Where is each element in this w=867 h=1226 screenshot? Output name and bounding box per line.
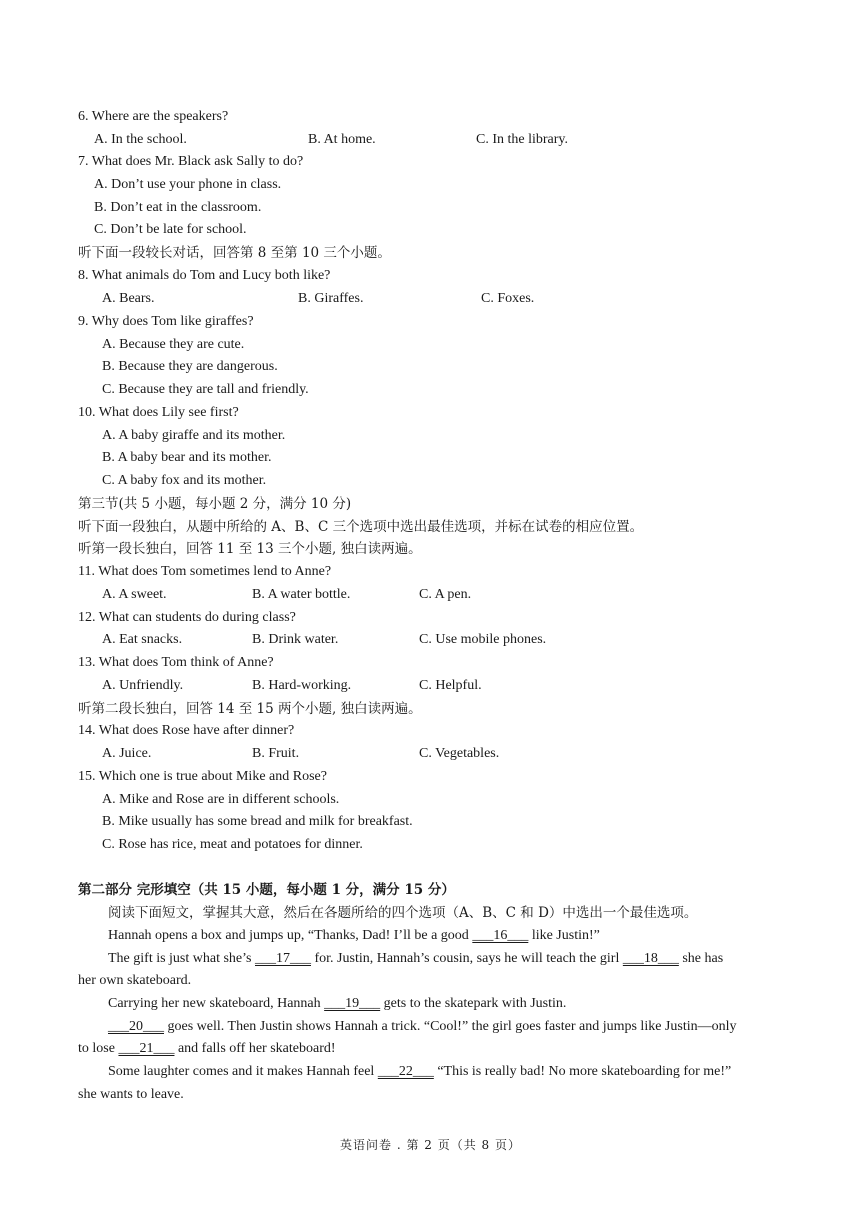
section3-instruction: 听下面一段独白，从题中所给的 A、B、C 三个选项中选出最佳选项，并标在试卷的相应位置。 bbox=[78, 519, 644, 535]
passage-text: Some laughter comes and it makes Hannah feel bbox=[108, 1064, 378, 1079]
question-7: 7. What does Mr. Black ask Sally to do? bbox=[78, 154, 304, 169]
passage-line-3: her own skateboard. bbox=[78, 973, 192, 988]
q11-option-b: B. A water bottle. bbox=[252, 587, 351, 602]
blank-16: ___16___ bbox=[472, 928, 529, 943]
q15-option-b: B. Mike usually has some bread and milk for breakfast. bbox=[102, 814, 413, 829]
passage-text: Hannah opens a box and jumps up, “Thanks, Dad! I’ll be a good bbox=[108, 928, 473, 943]
passage-text: Carrying her new skateboard, Hannah bbox=[108, 996, 325, 1011]
passage-line-8: she wants to leave. bbox=[78, 1087, 184, 1102]
passage-line-2 bbox=[108, 950, 723, 968]
q15-option-a: A. Mike and Rose are in different schools. bbox=[102, 792, 340, 807]
passage-text: “This is really bad! No more skateboarding for me!” bbox=[433, 1064, 732, 1079]
q14-option-c: C. Vegetables. bbox=[419, 746, 500, 761]
question-11: 11. What does Tom sometimes lend to Anne? bbox=[78, 564, 332, 579]
q13-option-c: C. Helpful. bbox=[419, 678, 482, 693]
passage-text: like Justin!” bbox=[528, 928, 600, 943]
q6-option-c: C. In the library. bbox=[476, 132, 569, 147]
blank-19: ___19___ bbox=[324, 996, 381, 1011]
part2-instruction: 阅读下面短文，掌握其大意，然后在各题所给的四个选项（A、B、C 和 D）中选出一个最佳选项。 bbox=[108, 905, 698, 921]
passage-text: gets to the skatepark with Justin. bbox=[380, 996, 567, 1011]
part2-header: 第二部分 完形填空（共 15 小题，每小题 1 分，满分 15 分） bbox=[78, 882, 455, 898]
blank-18: ___18___ bbox=[622, 951, 679, 966]
blank-22: ___22___ bbox=[377, 1064, 434, 1079]
passage-text: goes well. Then Justin shows Hannah a trick. “Cool!” the girl goes faster and jumps like Justin—only bbox=[164, 1019, 737, 1034]
instruction-11-13: 听第一段长独白，回答 11 至 13 三个小题, 独白读两遍。 bbox=[78, 541, 422, 557]
q9-option-a: A. Because they are cute. bbox=[102, 337, 245, 352]
instruction-14-15: 听第二段长独白，回答 14 至 15 两个小题, 独白读两遍。 bbox=[78, 701, 422, 717]
passage-line-5 bbox=[108, 1018, 736, 1036]
q7-option-a: A. Don’t use your phone in class. bbox=[94, 177, 282, 192]
q13-option-b: B. Hard-working. bbox=[252, 678, 352, 693]
passage-text: she has bbox=[678, 951, 724, 966]
q9-option-b: B. Because they are dangerous. bbox=[102, 359, 278, 374]
passage-line-7 bbox=[108, 1063, 731, 1081]
q7-option-c: C. Don’t be late for school. bbox=[94, 222, 247, 237]
blank-17: ___17___ bbox=[255, 951, 311, 966]
passage-line-4 bbox=[108, 995, 566, 1013]
passage-text: for. Justin, Hannah’s cousin, says he will teach the girl bbox=[311, 951, 623, 966]
q8-option-a: A. Bears. bbox=[102, 291, 155, 306]
q12-option-c: C. Use mobile phones. bbox=[419, 632, 547, 647]
page-footer: 英语问卷 . 第 2 页（共 8 页） bbox=[340, 1138, 521, 1152]
q6-option-a: A. In the school. bbox=[94, 132, 187, 147]
question-15: 15. Which one is true about Mike and Rose? bbox=[78, 769, 327, 784]
q7-option-b: B. Don’t eat in the classroom. bbox=[94, 200, 262, 215]
blank-21: ___21___ bbox=[118, 1041, 175, 1056]
question-12: 12. What can students do during class? bbox=[78, 610, 296, 625]
question-6: 6. Where are the speakers? bbox=[78, 109, 229, 124]
q10-option-c: C. A baby fox and its mother. bbox=[102, 473, 267, 488]
instruction-8-10: 听下面一段较长对话，回答第 8 至第 10 三个小题。 bbox=[78, 245, 391, 261]
q10-option-a: A. A baby giraffe and its mother. bbox=[102, 428, 286, 443]
q13-option-a: A. Unfriendly. bbox=[102, 678, 184, 693]
passage-line-6 bbox=[78, 1040, 336, 1058]
question-13: 13. What does Tom think of Anne? bbox=[78, 655, 274, 670]
q10-option-b: B. A baby bear and its mother. bbox=[102, 450, 272, 465]
q9-option-c: C. Because they are tall and friendly. bbox=[102, 382, 309, 397]
question-10: 10. What does Lily see first? bbox=[78, 405, 239, 420]
passage-text: The gift is just what she’s bbox=[108, 951, 255, 966]
q8-option-b: B. Giraffes. bbox=[298, 291, 364, 306]
passage-text: and falls off her skateboard! bbox=[174, 1041, 336, 1056]
question-9: 9. Why does Tom like giraffes? bbox=[78, 314, 254, 329]
q12-option-b: B. Drink water. bbox=[252, 632, 339, 647]
passage-text: to lose bbox=[78, 1041, 119, 1056]
q11-option-c: C. A pen. bbox=[419, 587, 472, 602]
question-14: 14. What does Rose have after dinner? bbox=[78, 723, 295, 738]
blank-20: ___20___ bbox=[108, 1019, 164, 1034]
q11-option-a: A. A sweet. bbox=[102, 587, 167, 602]
q8-option-c: C. Foxes. bbox=[481, 291, 535, 306]
section3-header: 第三节(共 5 小题，每小题 2 分，满分 10 分) bbox=[78, 496, 352, 512]
q14-option-b: B. Fruit. bbox=[252, 746, 300, 761]
question-8: 8. What animals do Tom and Lucy both like? bbox=[78, 268, 331, 283]
q14-option-a: A. Juice. bbox=[102, 746, 152, 761]
q6-option-b: B. At home. bbox=[308, 132, 376, 147]
q12-option-a: A. Eat snacks. bbox=[102, 632, 183, 647]
q15-option-c: C. Rose has rice, meat and potatoes for dinner. bbox=[102, 837, 363, 852]
passage-line-1 bbox=[108, 927, 600, 945]
